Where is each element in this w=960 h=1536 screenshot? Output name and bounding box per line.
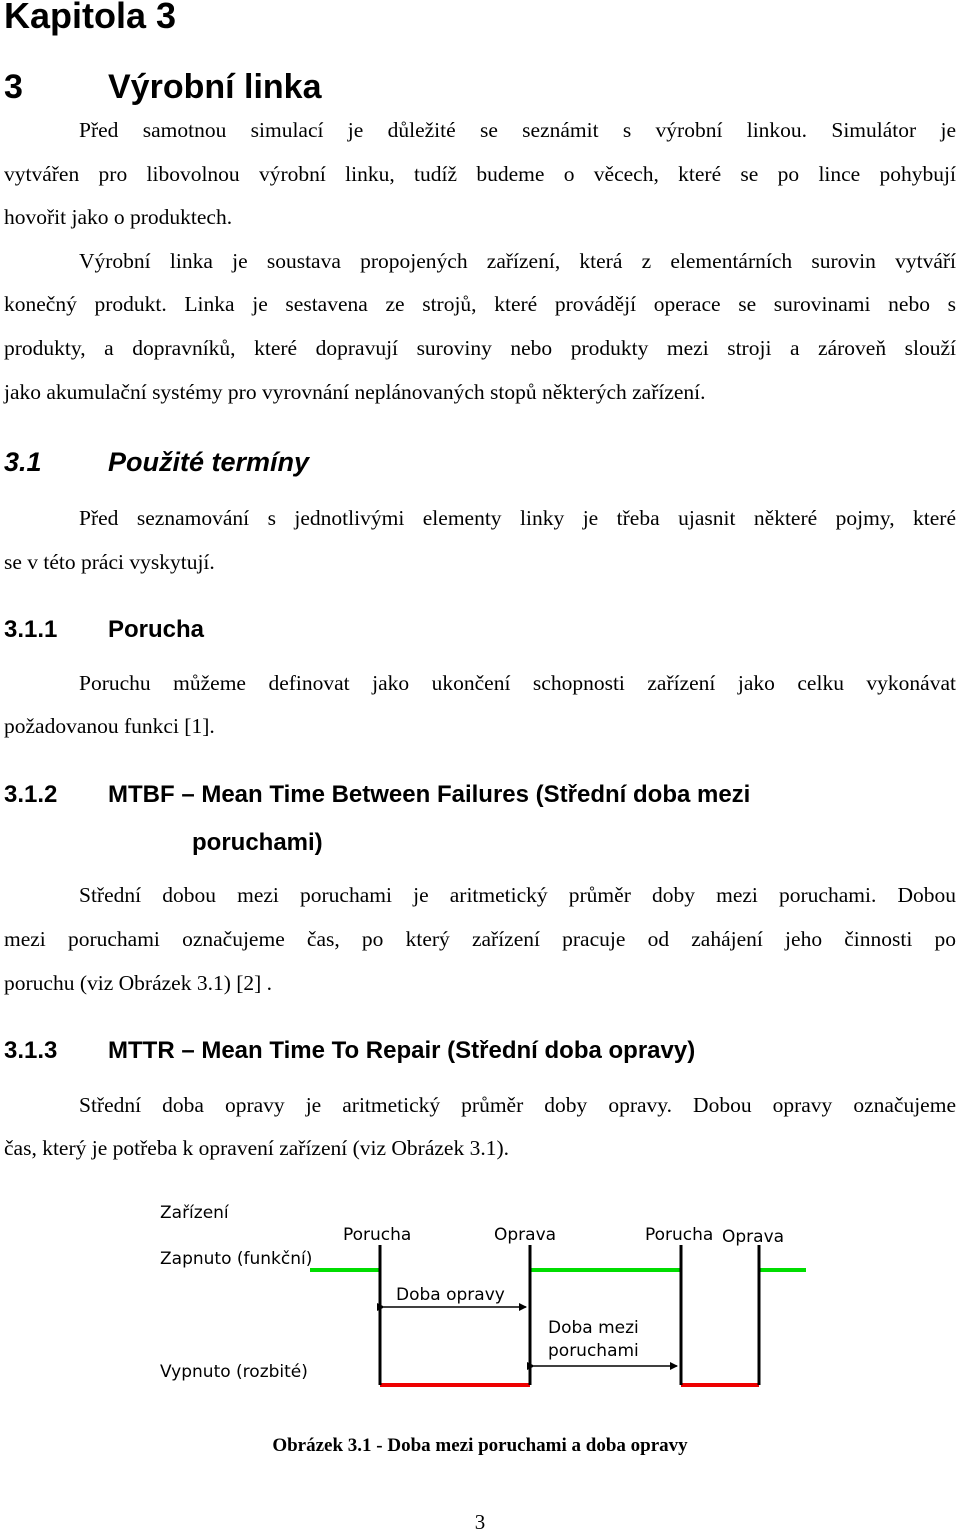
diagram-labels: [160, 1203, 784, 1382]
paragraph-line: Střední doba opravy je aritmetický průměr doby opravy. Dobou opravy označujeme: [79, 1093, 956, 1117]
between-failures-label-line1: Doba mezi: [548, 1318, 639, 1338]
paragraph-line: Před seznamování s jednotlivými elementy linky je třeba ujasnit některé pojmy, které: [79, 506, 956, 530]
state-off-label: Vypnuto (rozbité): [160, 1362, 308, 1382]
paragraph-line: čas, který je potřeba k opravení zařízení (viz Obrázek 3.1).: [4, 1136, 510, 1160]
term-title: Porucha: [108, 616, 205, 643]
page-number: 3: [474, 1510, 486, 1534]
paragraph-line: Střední dobou mezi poruchami je aritmetický průměr doby mezi poruchami. Dobou: [79, 883, 956, 907]
between-failures-label-line2: poruchami: [548, 1341, 639, 1361]
paragraph-line: požadovanou funkci [1].: [4, 714, 215, 738]
paragraph-line: Výrobní linka je soustava propojených zařízení, která z elementárních surovin vytváří: [79, 249, 956, 273]
failure-label-1: Porucha: [343, 1225, 412, 1245]
term-number: 3.1.1: [4, 616, 58, 643]
paragraph-line: konečný produkt. Linka je sestavena ze strojů, které provádějí operace se surovinami nebo s: [4, 292, 956, 316]
y-axis-title: Zařízení: [160, 1203, 229, 1223]
section-title: Výrobní linka: [108, 68, 322, 106]
subsection-title: Použité termíny: [108, 447, 310, 477]
paragraph-line: Poruchu můžeme definovat jako ukončení schopnosti zařízení jako celku vykonávat: [79, 671, 956, 695]
paragraph-line: vytvářen pro libovolnou výrobní linku, tudíž budeme o věcech, které se po lince pohybují: [4, 162, 956, 186]
paragraph-line: mezi poruchami označujeme čas, po který zařízení pracuje od zahájení jeho činnosti po: [4, 927, 956, 951]
failure-label-2: Porucha: [645, 1225, 714, 1245]
paragraph-line: poruchu (viz Obrázek 3.1) [2] .: [4, 971, 273, 995]
subsection-number: 3.1: [4, 447, 42, 477]
repair-interval-label: Doba opravy: [396, 1285, 505, 1305]
repair-label-1: Oprava: [494, 1225, 557, 1245]
paragraph-line: se v této práci vyskytují.: [4, 550, 215, 574]
paragraph-line: produkty, a dopravníků, které dopravují suroviny nebo produkty mezi stroji a zároveň slouží: [4, 336, 956, 360]
paragraph-line: Před samotnou simulací je důležité se seznámit s výrobní linkou. Simulátor je: [79, 118, 956, 142]
paragraph-line: hovořit jako o produktech.: [4, 205, 233, 229]
failure-timeline-diagram: [150, 1190, 810, 1420]
term-title: MTBF – Mean Time Between Failures (Střední doba mezi: [108, 781, 751, 808]
term-title: MTTR – Mean Time To Repair (Střední doba opravy): [108, 1037, 696, 1064]
repair-label-2: Oprava: [722, 1227, 785, 1247]
figure-caption: Obrázek 3.1 - Doba mezi poruchami a doba opravy: [272, 1435, 688, 1456]
term-title-continued: poruchami): [192, 829, 323, 856]
state-on-label: Zapnuto (funkční): [160, 1249, 313, 1269]
term-number: 3.1.3: [4, 1037, 58, 1064]
signal-lines: [310, 1245, 806, 1385]
term-number: 3.1.2: [4, 781, 58, 808]
chapter-label: Kapitola 3: [4, 0, 177, 36]
section-number: 3: [4, 68, 23, 106]
paragraph-line: jako akumulační systémy pro vyrovnání neplánovaných stopů některých zařízení.: [4, 380, 706, 404]
